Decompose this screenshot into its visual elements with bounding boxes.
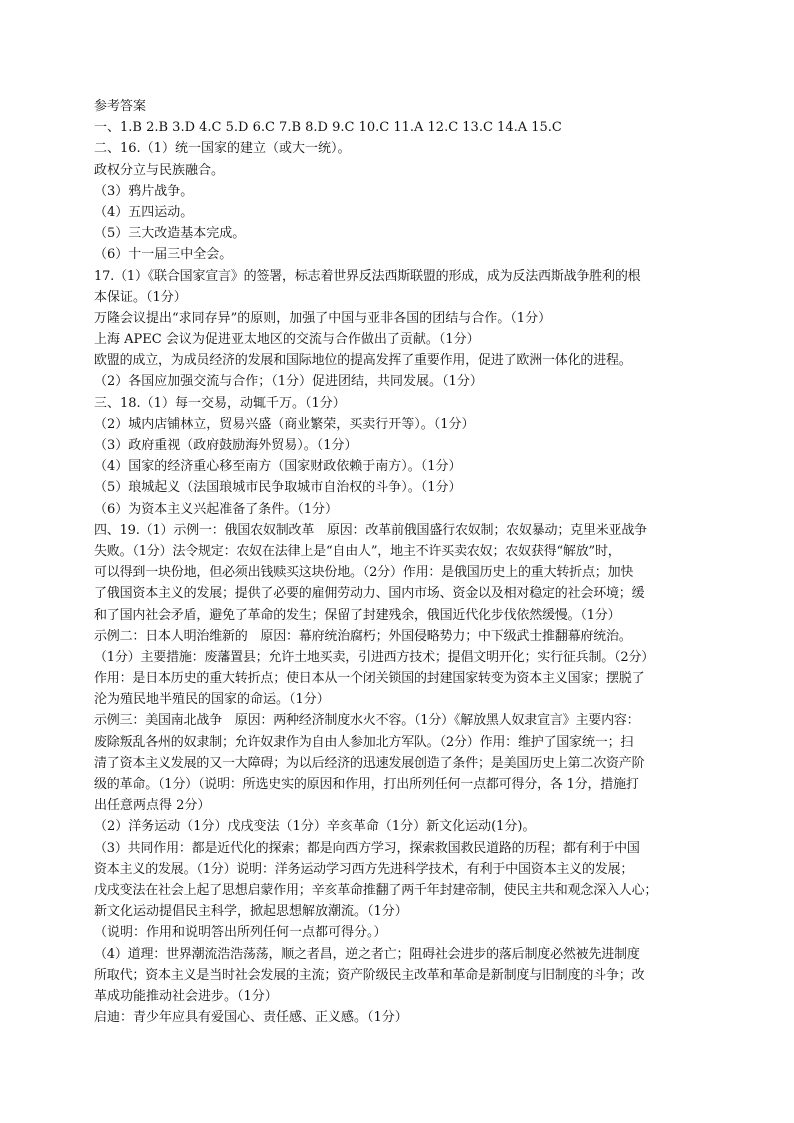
answer-line: 戊戌变法在社会上起了思想启蒙作用；辛亥革命推翻了两千年封建帝制，使民主共和观念深入人心；: [94, 882, 658, 898]
answer-line: 失败。（1分）法令规定：农奴在法律上是“自由人”，地主不许买卖农奴；农奴获得“解放”时，: [94, 543, 621, 559]
answer-line: 和了国内社会矛盾，避免了革命的发生；保留了封建残余，俄国近代化步伐依然缓慢。（1分）: [94, 607, 621, 623]
answer-line: （2）各国应加强交流与合作；（1分）促进团结，共同发展。（1分）: [94, 374, 483, 390]
answer-line: 万隆会议提出“求同存异”的原则，加强了中国与亚非各国的团结与合作。（1分）: [94, 310, 552, 326]
answer-line: （6）十一届三中全会。: [94, 247, 233, 263]
answer-line: 示例二：日本人明治维新的 原因：幕府统治腐朽；外国侵略势力；中下级武士推翻幕府统治。: [94, 628, 632, 644]
answer-line: 本保证。（1分）: [94, 289, 187, 305]
answer-line: 一、1.B 2.B 3.D 4.C 5.D 6.C 7.B 8.D 9.C 10.C 11.A 12.C 13.C 14.A 15.C: [94, 120, 562, 136]
answer-line: （1分）主要措施：废藩置县；允许土地买卖，引进西方技术；提倡文明开化；实行征兵制。（2分）: [94, 649, 655, 665]
answer-line: （5）琅城起义（法国琅城市民争取城市自治权的斗争）。（1分）: [94, 480, 462, 496]
answer-line: 清了资本主义发展的又一大障碍；为以后经济的迅速发展创造了条件；是美国历史上第二次资产阶: [94, 755, 645, 771]
answer-line: （2）洋务运动（1分）戊戌变法（1分）辛亥革命（1分）新文化运动(1分)。: [94, 819, 536, 835]
answer-line: （3）共同作用：都是近代化的探索；都是向西方学习，探索救国救民道路的历程；都有利于中国: [94, 840, 640, 856]
answer-line: 所取代；资本主义是当时社会发展的主流；资产阶级民主改革和革命是新制度与旧制度的斗争；改: [94, 967, 645, 983]
answer-line: 了俄国资本主义的发展；提供了必要的雇佣劳动力、国内市场、资金以及相对稳定的社会环境；缓: [94, 586, 645, 602]
answer-line: （说明：作用和说明答出所列任何一点都可得分。）: [94, 925, 387, 941]
document-title: 参考答案: [94, 99, 147, 114]
answer-line: （5）三大改造基本完成。: [94, 226, 246, 242]
answer-document: [94, 96, 716, 1028]
answer-line: （3）政府重视（政府鼓励海外贸易）。（1分）: [94, 438, 358, 453]
answer-line: 沦为殖民地半殖民的国家的命运。（1分）: [94, 692, 330, 708]
answer-line: 上海 APEC 会议为促进亚太地区的交流与合作做出了贡献。（1分）: [94, 332, 480, 348]
answer-line: 二、16.（1）统一国家的建立（或大一统）。: [94, 141, 351, 157]
answer-line: 四、19.（1）示例一：俄国农奴制改革 原因：改革前俄国盛行农奴制；农奴暴动；克里米亚战争: [94, 522, 647, 538]
answer-line: 出任意两点得 2分）: [94, 798, 211, 814]
answer-line: （4）道理：世界潮流浩浩荡荡，顺之者昌，逆之者亡；阻碍社会进步的落后制度必然被先进制度: [94, 946, 640, 962]
answer-line: 示例三：美国南北战争 原因：两种经济制度水火不容。（1分）《解放黑人奴隶宣言》主要内容：: [94, 713, 640, 729]
answer-line: 可以得到一块份地，但必须出钱赎买这块份地。（2分）作用：是俄国历史上的重大转折点；加快: [94, 565, 634, 581]
answer-line: （4）五四运动。: [94, 204, 194, 220]
answer-line: 资本主义的发展。（1分）说明：洋务运动学习西方先进科学技术，有利于中国资本主义的发展；: [94, 861, 634, 877]
answer-line: 级的革命。（1分）（说明：所选史实的原因和作用，打出所列任何一点都可得分，各 1分，措施打: [94, 777, 639, 792]
answer-line: 废除叛乱各州的奴隶制；允许奴隶作为自由人参加北方军队。（2分）作用：维护了国家统一；扫: [94, 734, 634, 750]
answer-line: 作用：是日本历史的重大转折点；使日本从一个闭关锁国的封建国家转变为资本主义国家；摆脱了: [94, 671, 645, 687]
answer-line: 政权分立与民族融合。: [94, 162, 225, 178]
answer-line: 17.（1）《联合国家宣言》的签署，标志着世界反法西斯联盟的形成，成为反法西斯战争胜利的根: [94, 268, 641, 284]
answer-line: 新文化运动提倡民主科学，掀起思想解放潮流。（1分）: [94, 904, 408, 920]
answer-line: 启迪：青少年应具有爱国心、责任感、正义感。（1分）: [94, 1010, 408, 1026]
answer-line: 三、18.（1）每一交易，动辄千万。（1分）: [94, 395, 346, 411]
answer-line: 欧盟的成立，为成员经济的发展和国际地位的提高发挥了重要作用，促进了欧洲一体化的进程。: [94, 353, 632, 369]
answer-line: （2）城内店铺林立，贸易兴盛（商业繁荣，买卖行开等）。（1分）: [94, 416, 475, 432]
answer-line: （3）鸦片战争。: [94, 183, 194, 199]
answer-line: （6）为资本主义兴起准备了条件。（1分）: [94, 501, 339, 517]
answer-line: 革成功能推动社会进步。（1分）: [94, 988, 278, 1004]
answer-line: （4）国家的经济重心移至南方（国家财政依赖于南方）。（1分）: [94, 459, 462, 475]
